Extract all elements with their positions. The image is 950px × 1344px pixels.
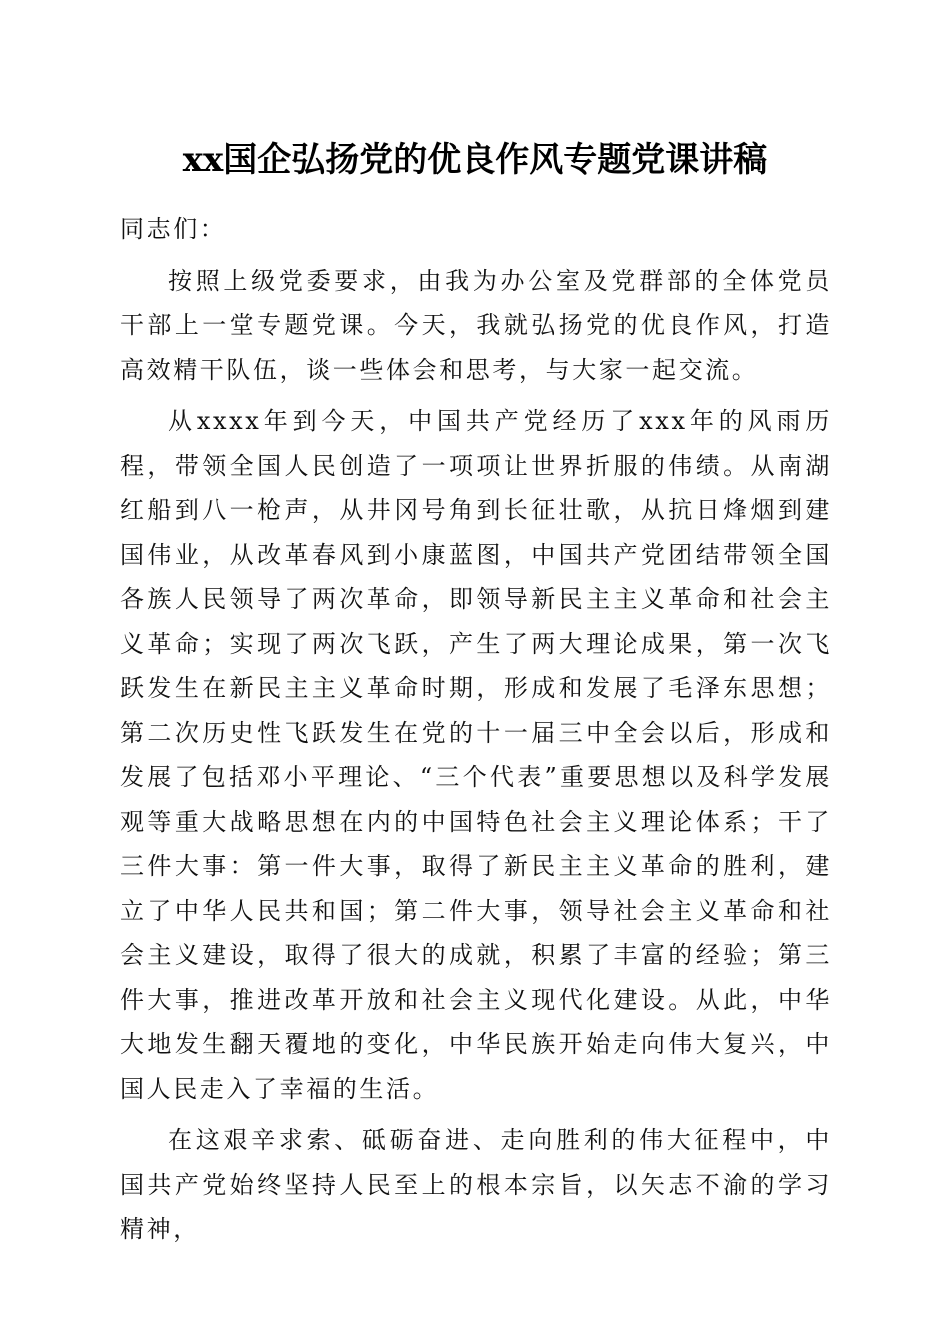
paragraph-2: 从xxxx年到今天，中国共产党经历了xxx年的风雨历程，带领全国人民创造了一项项让世界折服的伟绩。从南湖红船到八一枪声，从井冈号角到长征壮歌，从抗日烽烟到建国伟业，从改革春风到小康蓝图，中国共产党团结带领全国各族人民领导了两次革命，即领导新民主主义革命和社会主义革命；实现了两次飞跃，产生了两大理论成果，第一次飞跃发生在新民主主义革命时期，形成和发展了毛泽东思想；第二次历史性飞跃发生在党的十一届三中全会以后，形成和发展了包括邓小平理论、“三个代表”重要思想以及科学发展观等重大战略思想在内的中国特色社会主义理论体系；干了三件大事：第一件大事，取得了新民主主义革命的胜利，建立了中华人民共和国；第二件大事，领导社会主义革命和社会主义建设，取得了很大的成就，积累了丰富的经验；第三件大事，推进改革开放和社会主义现代化建设。从此，中华大地发生翻天覆地的变化，中华民族开始走向伟大复兴，中国人民走入了幸福的生活。	[120, 407, 832, 1103]
paragraph-1: 按照上级党委要求，由我为办公室及党群部的全体党员干部上一堂专题党课。今天，我就弘扬党的优良作风，打造高效精干队伍，谈一些体会和思考，与大家一起交流。	[120, 266, 832, 384]
paragraph-3: 在这艰辛求索、砥砺奋进、走向胜利的伟大征程中，中国共产党始终坚持人民至上的根本宗旨，以矢志不渝的学习精神，	[120, 1126, 832, 1243]
document-body	[120, 207, 832, 1259]
salutation: 同志们：	[120, 215, 227, 243]
document-title: xx国企弘扬党的优良作风专题党课讲稿	[182, 140, 768, 180]
